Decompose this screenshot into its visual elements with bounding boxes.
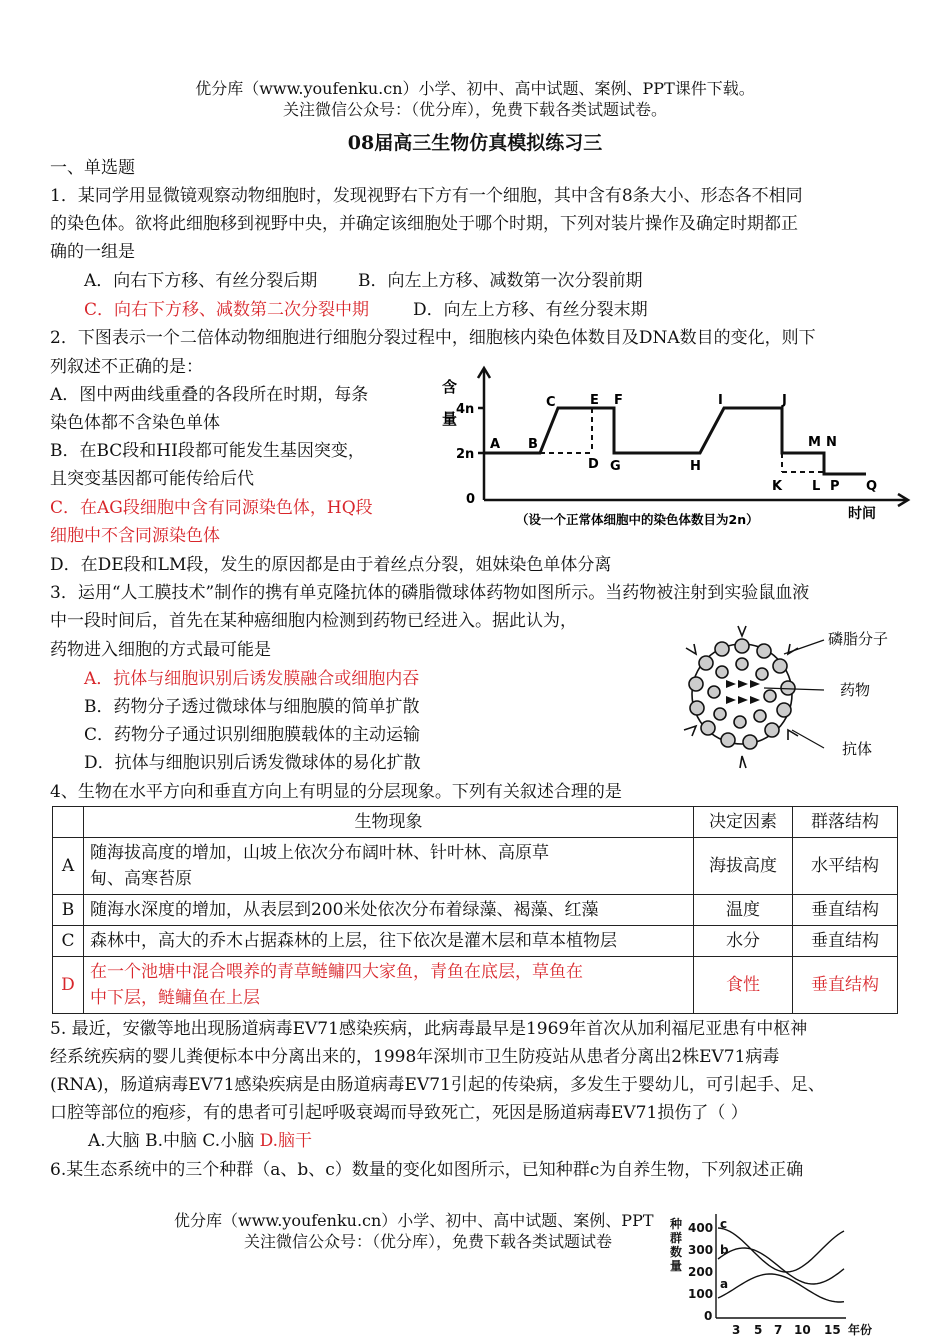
q1-option-a: A．向右下方移、有丝分裂后期	[84, 271, 318, 291]
q2-option-a2: 染色体都不含染色单体	[50, 413, 220, 433]
table-header-cell: 生物现象	[84, 807, 694, 838]
table-header-row	[53, 807, 898, 838]
point-b: B	[528, 437, 538, 452]
q2-line1: 2．下图表示一个二倍体动物细胞进行细胞分裂过程中，细胞核内染色体数目及DNA数目的变化，则下	[50, 328, 816, 348]
q2-option-c1: C．在AG段细胞中含有同源染色体，HQ段	[50, 498, 373, 518]
q4-stem: 4、生物在水平方向和垂直方向上有明显的分层现象。下列有关叙述合理的是	[50, 782, 622, 802]
ytick-100: 100	[688, 1287, 714, 1301]
row-structure: 垂直结构	[793, 895, 898, 926]
row-phenomenon: 森林中，高大的乔木占据森林的上层，往下依次是灌木层和草本植物层	[84, 926, 694, 957]
graph-caption: （设一个正常体细胞中的染色体数目为2n）	[516, 512, 759, 527]
q5-option-d: D.脑干	[259, 1131, 313, 1151]
q2-option-a1: A．图中两曲线重叠的各段所在时期，每条	[50, 385, 369, 405]
row-structure: 垂直结构	[793, 957, 898, 1014]
point-l: L	[812, 479, 821, 494]
row-phenomenon: 随海拔高度的增加，山坡上依次分布阔叶林、针叶林、高原草 甸、高寒苔原	[84, 838, 694, 895]
page-title: 08届高三生物仿真模拟练习三	[347, 132, 603, 154]
series-label-a: a	[720, 1277, 729, 1291]
q4-table	[52, 806, 898, 1014]
site-header-line2: 关注微信公众号：（优分库），免费下载各类试题试卷。	[282, 100, 667, 119]
q2-option-d: D．在DE段和LM段，发生的原因都是由于着丝点分裂，姐妹染色单体分离	[50, 555, 612, 575]
population-chart	[656, 1210, 886, 1342]
point-c: C	[546, 395, 556, 410]
q5-line3: (RNA)，肠道病毒EV71感染疾病是由肠道病毒EV71引起的传染病，多发生于婴幼儿，可引起手、足、	[50, 1075, 825, 1095]
q3-line1: 3．运用“人工膜技术”制作的携有单克隆抗体的磷脂微球体药物如图所示。当药物被注射到实验鼠血液	[50, 583, 810, 603]
ytick-300: 300	[688, 1243, 714, 1257]
table-header-cell: 群落结构	[793, 807, 898, 838]
footer-area	[0, 1210, 950, 1342]
label-phospholipid: 磷脂分子	[828, 630, 889, 648]
point-i: I	[718, 393, 723, 408]
table-row	[53, 838, 898, 895]
point-k: K	[772, 479, 783, 494]
xtick-7: 7	[774, 1323, 783, 1337]
series-label-b: b	[720, 1243, 729, 1257]
point-q: Q	[866, 479, 878, 494]
row-key: A	[53, 838, 84, 895]
ylabel-char-1: 种	[670, 1217, 683, 1231]
xtick-10: 10	[794, 1323, 811, 1337]
row-structure: 垂直结构	[793, 926, 898, 957]
point-e: E	[590, 393, 599, 408]
q1-line2: 的染色体。欲将此细胞移到视野中央，并确定该细胞处于哪个时期，下列对装片操作及确定时期都正	[50, 214, 798, 234]
q1-option-d: D．向左上方移、有丝分裂末期	[413, 300, 648, 320]
q3-line2: 中一段时间后，首先在某种癌细胞内检测到药物已经进入。据此认为，	[50, 611, 577, 631]
graph-ylabel-2: 量	[442, 410, 458, 428]
point-h: H	[690, 459, 701, 474]
x-axis-label: 年份	[848, 1323, 873, 1337]
q5-line2: 经系统疾病的婴儿粪便标本中分离出来的，1998年深圳市卫生防疫站从患者分离出2株EV71病毒	[50, 1047, 780, 1067]
point-g: G	[610, 459, 621, 474]
point-j: J	[782, 393, 787, 408]
row-key: B	[53, 895, 84, 926]
graph-tick-0: 0	[466, 492, 476, 507]
q2-option-c2: 细胞中不含同源染色体	[50, 526, 220, 546]
xtick-5: 5	[754, 1323, 763, 1337]
q1-line3: 确的一组是	[50, 242, 135, 262]
point-d: D	[588, 457, 599, 472]
point-a: A	[490, 437, 501, 452]
q3-option-a: A．抗体与细胞识别后诱发膜融合或细胞内吞	[84, 669, 420, 689]
ylabel-char-3: 数	[670, 1245, 683, 1259]
row-factor: 温度	[694, 895, 793, 926]
graph-tick-2n: 2n	[456, 447, 475, 462]
row-factor: 海拔高度	[694, 838, 793, 895]
section-heading: 一、单选题	[50, 158, 135, 178]
chromosome-dna-graph	[432, 362, 918, 532]
graph-ylabel-1: 含	[442, 378, 458, 396]
point-p: P	[830, 479, 840, 494]
table-row	[53, 926, 898, 957]
footer-line2: 关注微信公众号：（优分库），免费下载各类试题试卷	[244, 1232, 613, 1251]
label-drug: 药物	[840, 681, 871, 699]
q3-option-c: C．药物分子通过识别细胞膜载体的主动运输	[84, 725, 421, 745]
q3-option-d: D．抗体与细胞识别后诱发微球体的易化扩散	[84, 753, 421, 773]
table-header-cell	[53, 807, 84, 838]
q2-line2: 列叙述不正确的是：	[50, 357, 203, 377]
q5-line1: 5. 最近，安徽等地出现肠道病毒EV71感染疾病，此病毒最早是1969年首次从加利福尼亚患有中枢神	[50, 1019, 808, 1039]
footer-line1: 优分库（www.youfenku.cn）小学、初中、高中试题、案例、PPT	[174, 1211, 654, 1230]
row-phenomenon: 在一个池塘中混合喂养的青草鲢鳙四大家鱼，青鱼在底层，草鱼在 中下层，鲢鳙鱼在上层	[84, 957, 694, 1014]
point-m: M	[808, 435, 821, 450]
xtick-15: 15	[824, 1323, 841, 1337]
row-key: D	[53, 957, 84, 1014]
row-factor: 食性	[694, 957, 793, 1014]
table-header-cell: 决定因素	[694, 807, 793, 838]
ytick-0: 0	[704, 1309, 713, 1323]
q5-line4: 口腔等部位的疱疹，有的患者可引起呼吸衰竭而导致死亡，死因是肠道病毒EV71损伤了（ ）	[50, 1103, 748, 1123]
row-factor: 水分	[694, 926, 793, 957]
table-row	[53, 895, 898, 926]
q3-line3: 药物进入细胞的方式最可能是	[50, 640, 271, 660]
q1-line1: 1．某同学用显微镜观察动物细胞时，发现视野右下方有一个细胞，其中含有8条大小、形态各不相同	[50, 186, 803, 206]
q3-option-b: B．药物分子透过微球体与细胞膜的简单扩散	[84, 697, 420, 717]
row-phenomenon: 随海水深度的增加，从表层到200米处依次分布着绿藻、褐藻、红藻	[84, 895, 694, 926]
ytick-200: 200	[688, 1265, 714, 1279]
xtick-3: 3	[732, 1323, 741, 1337]
point-f: F	[614, 393, 623, 408]
table-row	[53, 957, 898, 1014]
graph-tick-4n: 4n	[456, 402, 475, 417]
ylabel-char-2: 群	[670, 1231, 683, 1245]
series-label-c: c	[720, 1217, 728, 1231]
q1-option-c: C．向右下方移、减数第二次分裂中期	[84, 300, 370, 320]
point-n: N	[826, 435, 837, 450]
row-structure: 水平结构	[793, 838, 898, 895]
q5-options: A.大脑 B.中脑 C.小脑 D.脑干	[88, 1131, 313, 1151]
q2-option-b1: B．在BC段和HI段都可能发生基因突变，	[50, 441, 365, 461]
q6-line1: 6.某生态系统中的三个种群（a、b、c）数量的变化如图所示，已知种群c为自养生物，下列叙述正确	[50, 1160, 804, 1180]
label-antibody: 抗体	[842, 740, 873, 758]
graph-xlabel: 时间	[848, 506, 876, 522]
ylabel-char-4: 量	[670, 1259, 683, 1273]
q1-option-b: B．向左上方移、减数第一次分裂前期	[358, 271, 643, 291]
row-key: C	[53, 926, 84, 957]
site-header-line1: 优分库（www.youfenku.cn）小学、初中、高中试题、案例、PPT课件下载。	[195, 79, 755, 98]
microsphere-figure	[680, 618, 900, 776]
q2-option-b2: 且突变基因都可能传给后代	[50, 469, 254, 489]
ytick-400: 400	[688, 1221, 714, 1235]
